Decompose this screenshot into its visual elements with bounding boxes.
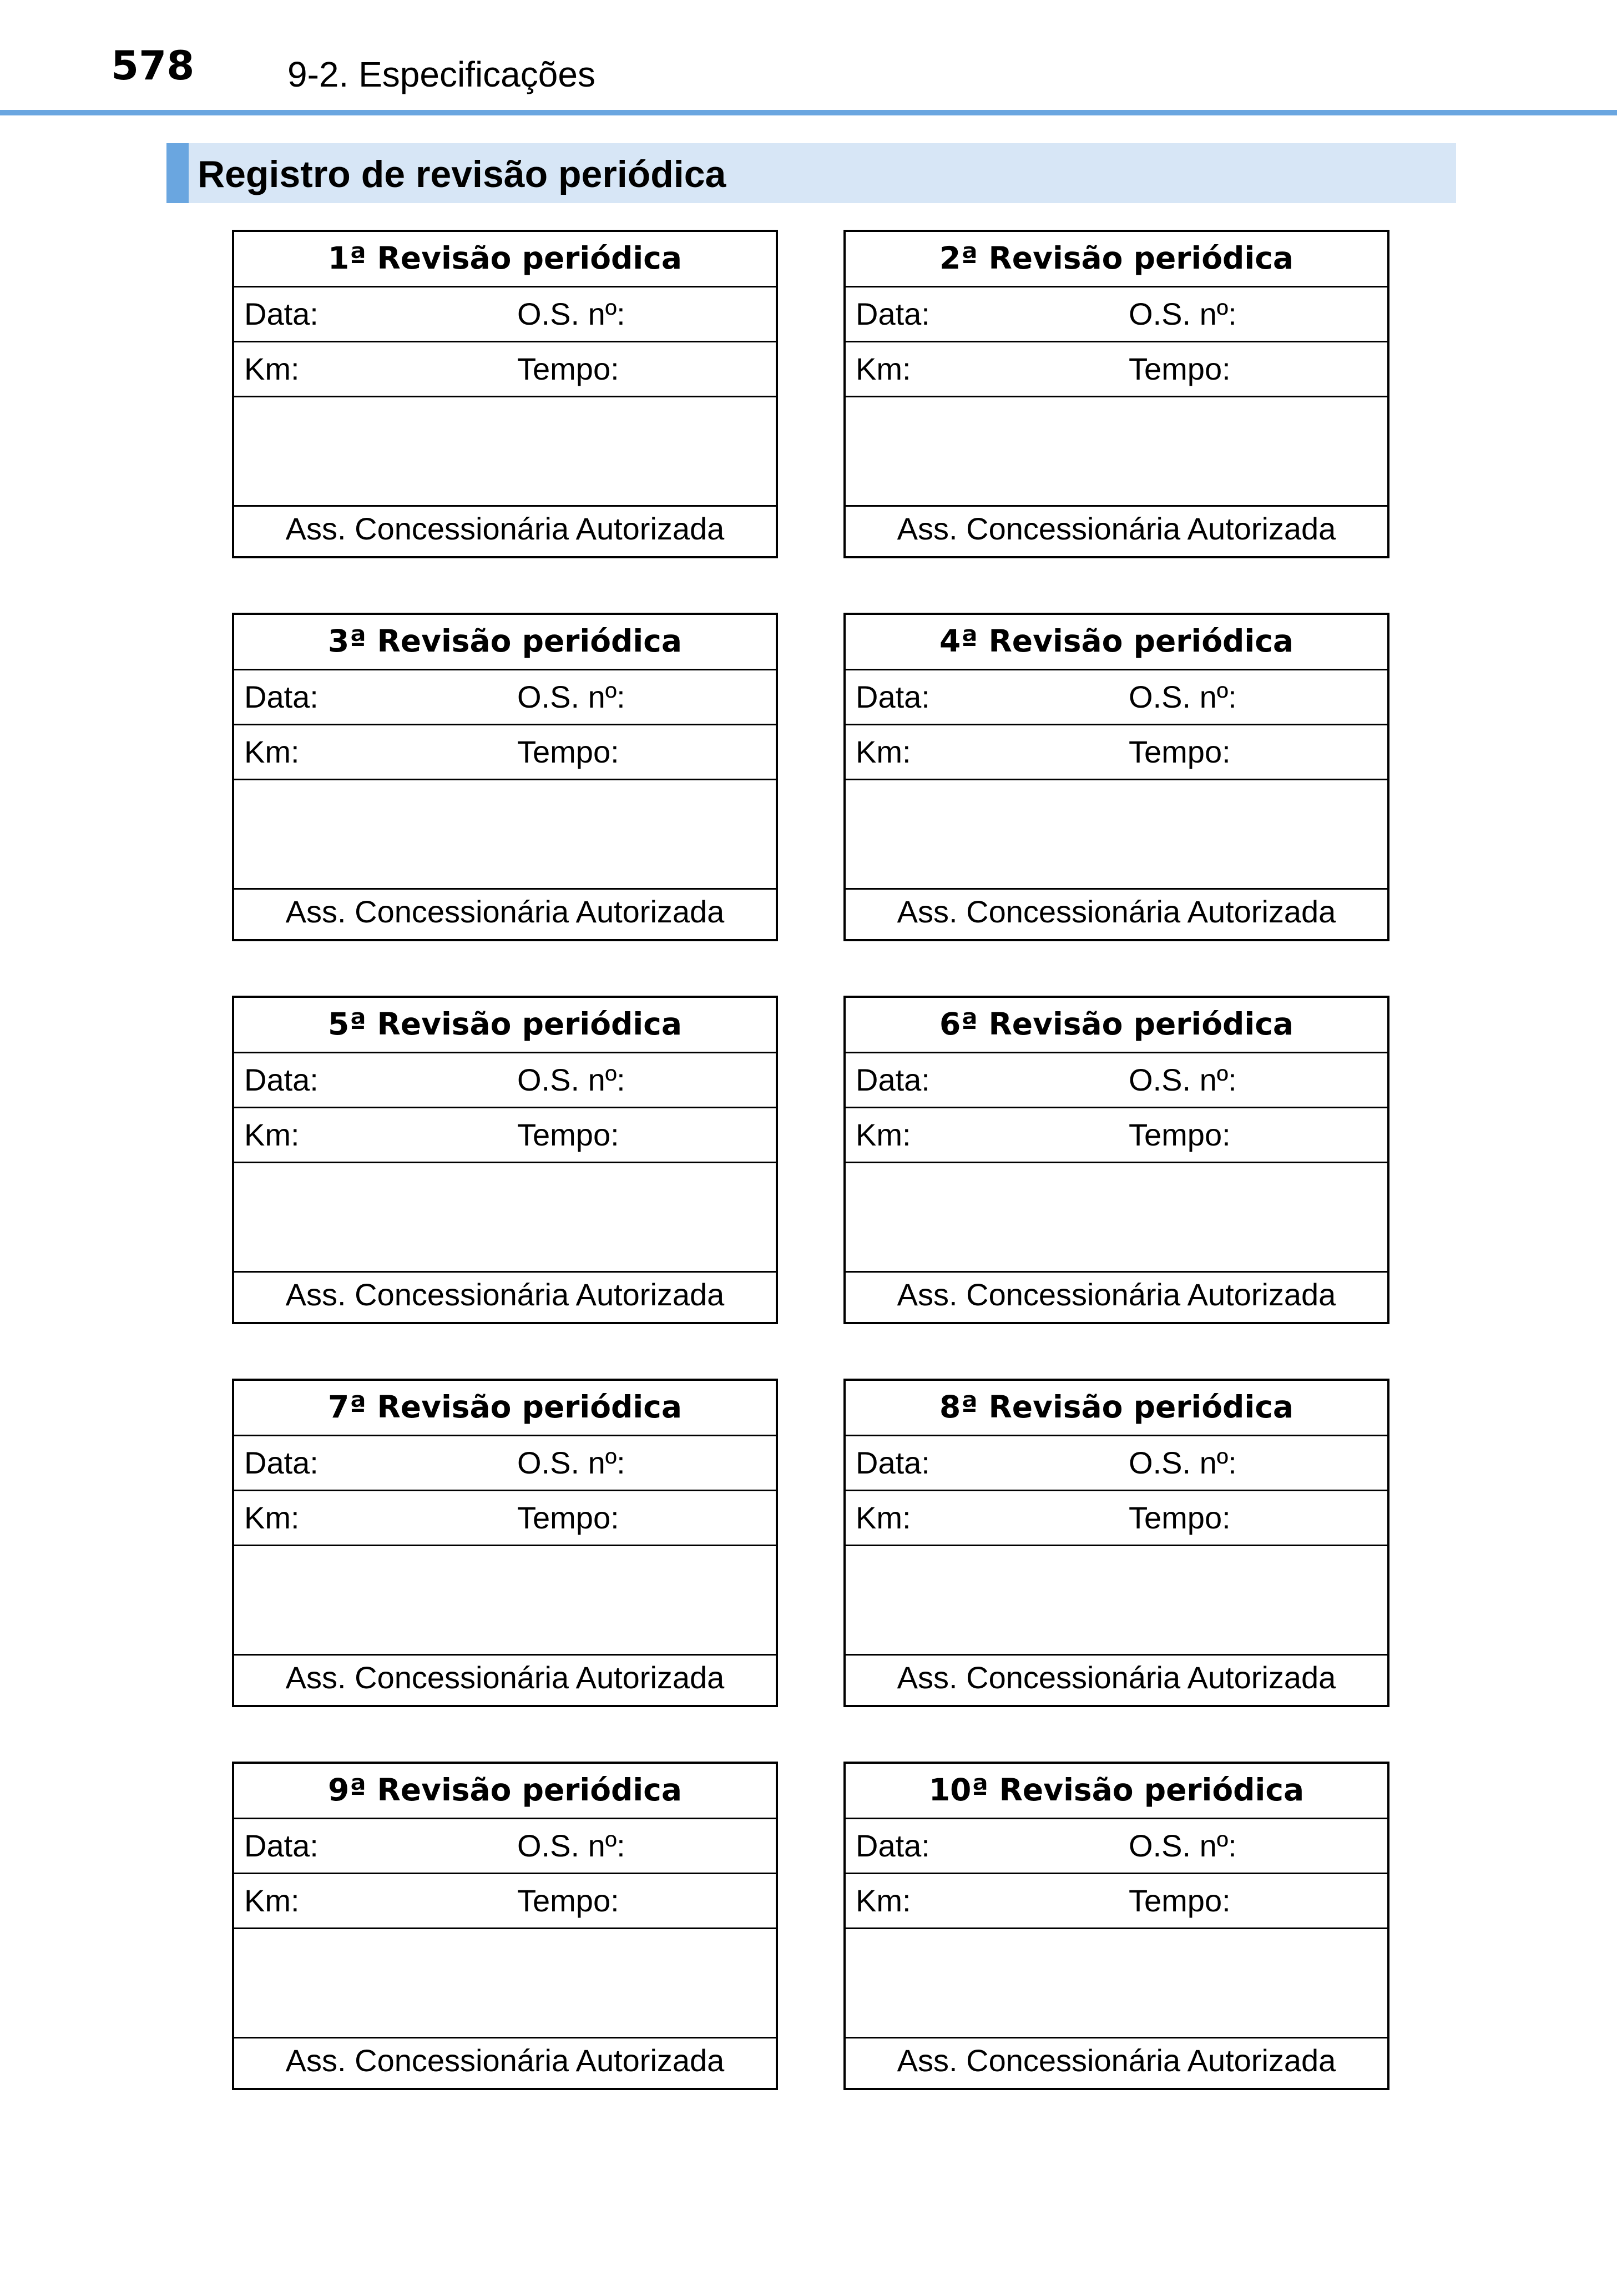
service-order-label: O.S. nº: xyxy=(517,679,625,714)
revision-card-4 xyxy=(843,613,1389,941)
revision-card-title: 9ª Revisão periódica xyxy=(234,1764,776,1819)
date-label: Data: xyxy=(244,296,319,331)
signature-label: Ass. Concessionária Autorizada xyxy=(897,1277,1336,1312)
km-label: Km: xyxy=(856,351,911,386)
km-time-row xyxy=(234,1108,776,1163)
date-label: Data: xyxy=(856,296,930,331)
km-label: Km: xyxy=(244,351,300,386)
time-label: Tempo: xyxy=(1129,1117,1231,1152)
service-order-label: O.S. nº: xyxy=(517,296,625,331)
date-os-row xyxy=(234,287,776,342)
revision-card-6 xyxy=(843,996,1389,1324)
date-label: Data: xyxy=(856,1445,930,1480)
km-time-row xyxy=(234,342,776,397)
revision-card-2 xyxy=(843,230,1389,558)
km-time-row xyxy=(846,725,1387,780)
stamp-area xyxy=(846,1929,1387,2038)
km-label: Km: xyxy=(856,1883,911,1918)
time-label: Tempo: xyxy=(1129,734,1231,769)
revision-card-8 xyxy=(843,1379,1389,1707)
signature-label: Ass. Concessionária Autorizada xyxy=(897,511,1336,546)
date-os-row xyxy=(846,670,1387,725)
time-label: Tempo: xyxy=(517,1883,619,1918)
page-number: 578 xyxy=(111,42,195,89)
date-os-row xyxy=(846,287,1387,342)
revision-card-title: 3ª Revisão periódica xyxy=(234,615,776,670)
time-label: Tempo: xyxy=(517,351,619,386)
date-os-row xyxy=(234,670,776,725)
stamp-area xyxy=(846,1546,1387,1656)
revision-card-1 xyxy=(232,230,778,558)
km-time-row xyxy=(846,1874,1387,1929)
signature-label: Ass. Concessionária Autorizada xyxy=(285,1277,725,1312)
date-os-row xyxy=(846,1436,1387,1491)
time-label: Tempo: xyxy=(1129,1883,1231,1918)
km-label: Km: xyxy=(244,1500,300,1535)
time-label: Tempo: xyxy=(1129,351,1231,386)
stamp-area xyxy=(234,1546,776,1656)
signature-label: Ass. Concessionária Autorizada xyxy=(285,1660,725,1695)
km-label: Km: xyxy=(856,734,911,769)
revision-card-title: 7ª Revisão periódica xyxy=(234,1381,776,1436)
date-os-row xyxy=(234,1053,776,1108)
time-label: Tempo: xyxy=(517,1500,619,1535)
signature-label: Ass. Concessionária Autorizada xyxy=(897,2043,1336,2078)
stamp-area xyxy=(846,397,1387,507)
time-label: Tempo: xyxy=(1129,1500,1231,1535)
date-label: Data: xyxy=(244,1445,319,1480)
service-order-label: O.S. nº: xyxy=(1129,1828,1237,1863)
revision-card-title: 4ª Revisão periódica xyxy=(846,615,1387,670)
section-banner xyxy=(166,143,1456,203)
km-label: Km: xyxy=(244,1117,300,1152)
stamp-area xyxy=(234,1163,776,1273)
section-title: Registro de revisão periódica xyxy=(198,153,726,195)
date-label: Data: xyxy=(856,679,930,714)
date-label: Data: xyxy=(856,1062,930,1097)
date-os-row xyxy=(234,1819,776,1874)
date-os-row xyxy=(846,1819,1387,1874)
revision-card-3 xyxy=(232,613,778,941)
signature-label: Ass. Concessionária Autorizada xyxy=(285,894,725,929)
section-marker xyxy=(166,143,189,203)
km-time-row xyxy=(846,1108,1387,1163)
revision-card-5 xyxy=(232,996,778,1324)
km-label: Km: xyxy=(856,1500,911,1535)
km-label: Km: xyxy=(856,1117,911,1152)
service-order-label: O.S. nº: xyxy=(517,1828,625,1863)
date-label: Data: xyxy=(244,1828,319,1863)
date-label: Data: xyxy=(856,1828,930,1863)
signature-label: Ass. Concessionária Autorizada xyxy=(285,2043,725,2078)
service-order-label: O.S. nº: xyxy=(1129,1062,1237,1097)
revision-card-7 xyxy=(232,1379,778,1707)
chapter-title: 9-2. Especificações xyxy=(287,54,595,94)
time-label: Tempo: xyxy=(517,734,619,769)
signature-label: Ass. Concessionária Autorizada xyxy=(897,894,1336,929)
date-label: Data: xyxy=(244,1062,319,1097)
km-time-row xyxy=(846,342,1387,397)
revision-card-title: 10ª Revisão periódica xyxy=(846,1764,1387,1819)
stamp-area xyxy=(846,1163,1387,1273)
service-order-label: O.S. nº: xyxy=(1129,679,1237,714)
revision-card-title: 6ª Revisão periódica xyxy=(846,998,1387,1053)
revision-card-title: 5ª Revisão periódica xyxy=(234,998,776,1053)
km-time-row xyxy=(234,1874,776,1929)
time-label: Tempo: xyxy=(517,1117,619,1152)
stamp-area xyxy=(846,780,1387,890)
km-time-row xyxy=(234,725,776,780)
signature-label: Ass. Concessionária Autorizada xyxy=(897,1660,1336,1695)
revision-card-title: 1ª Revisão periódica xyxy=(234,232,776,287)
service-order-label: O.S. nº: xyxy=(1129,296,1237,331)
stamp-area xyxy=(234,780,776,890)
service-order-label: O.S. nº: xyxy=(1129,1445,1237,1480)
km-time-row xyxy=(846,1491,1387,1546)
stamp-area xyxy=(234,1929,776,2038)
service-order-label: O.S. nº: xyxy=(517,1445,625,1480)
signature-label: Ass. Concessionária Autorizada xyxy=(285,511,725,546)
revision-card-title: 8ª Revisão periódica xyxy=(846,1381,1387,1436)
revision-card-9 xyxy=(232,1762,778,2090)
stamp-area xyxy=(234,397,776,507)
revision-card-10 xyxy=(843,1762,1389,2090)
km-label: Km: xyxy=(244,1883,300,1918)
revision-card-title: 2ª Revisão periódica xyxy=(846,232,1387,287)
km-label: Km: xyxy=(244,734,300,769)
service-order-label: O.S. nº: xyxy=(517,1062,625,1097)
date-os-row xyxy=(846,1053,1387,1108)
date-os-row xyxy=(234,1436,776,1491)
km-time-row xyxy=(234,1491,776,1546)
header-rule xyxy=(0,110,1617,115)
date-label: Data: xyxy=(244,679,319,714)
